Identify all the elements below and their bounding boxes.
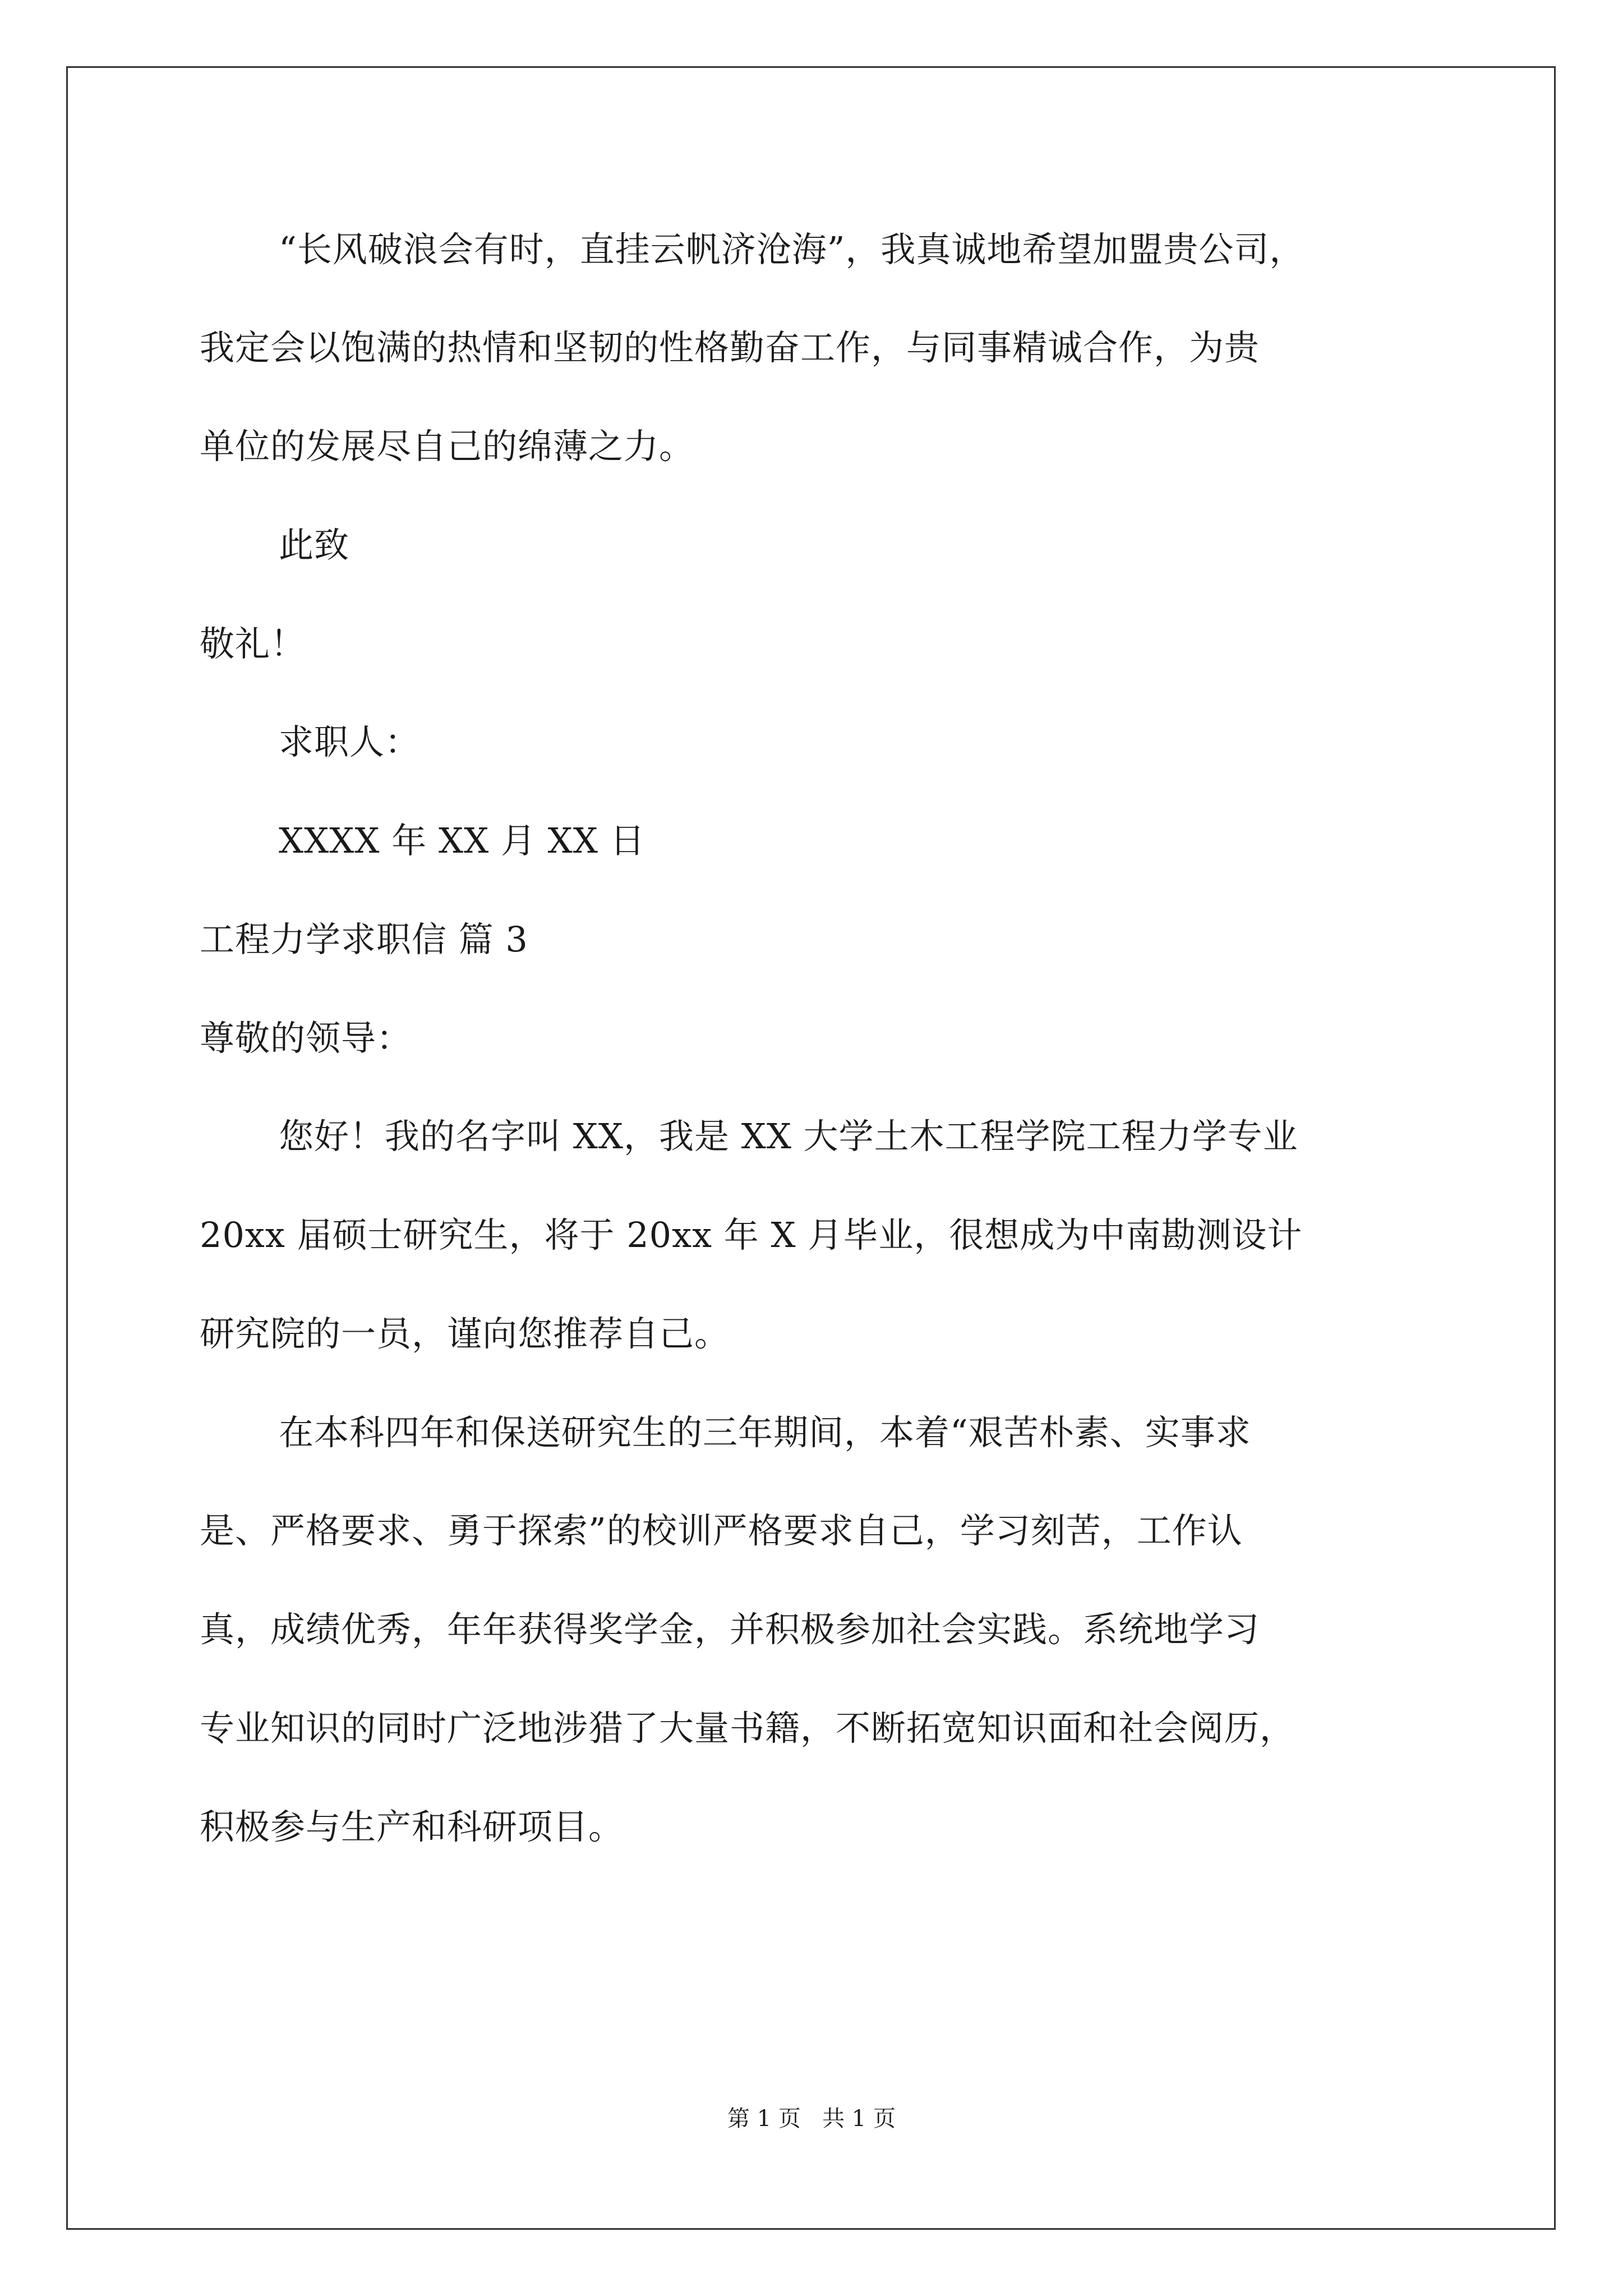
- paragraph-line: 专业知识的同时广泛地涉猎了大量书籍，不断拓宽知识面和社会阅历，: [200, 1708, 1295, 1749]
- paragraph-line: 20xx 届硕士研究生，将于 20xx 年 X 月毕业，很想成为中南勘测设计: [200, 1214, 1303, 1255]
- signature-line: 求职人：: [279, 721, 421, 762]
- paragraph-line: 积极参与生产和科研项目。: [200, 1806, 624, 1847]
- paragraph-line: “长风破浪会有时，直挂云帆济沧海”，我真诚地希望加盟贵公司，: [279, 229, 1305, 270]
- paragraph-line: 您好！我的名字叫 XX，我是 XX 大学土木工程学院工程力学专业: [279, 1116, 1298, 1157]
- paragraph-line: 是、严格要求、勇于探索”的校训严格要求自己，学习刻苦，工作认: [200, 1510, 1243, 1551]
- salutation-line: 敬礼！: [200, 623, 306, 664]
- paragraph-line: 研究院的一员，谨向您推荐自己。: [200, 1313, 730, 1354]
- closing-line: 此致: [279, 524, 350, 565]
- paragraph-line: 单位的发展尽自己的绵薄之力。: [200, 426, 695, 467]
- date-line: XXXX 年 XX 月 XX 日: [279, 820, 645, 861]
- greeting-line: 尊敬的领导：: [200, 1018, 412, 1059]
- page-number-footer: 第 1 页 共 1 页: [727, 2106, 896, 2132]
- paragraph-line: 我定会以饱满的热情和坚韧的性格勤奋工作，与同事精诚合作，为贵: [200, 327, 1260, 368]
- section-title: 工程力学求职信 篇 3: [200, 919, 528, 960]
- paragraph-line: 真，成绩优秀，年年获得奖学金，并积极参加社会实践。系统地学习: [200, 1609, 1260, 1650]
- paragraph-line: 在本科四年和保送研究生的三年期间，本着“艰苦朴素、实事求: [279, 1412, 1251, 1453]
